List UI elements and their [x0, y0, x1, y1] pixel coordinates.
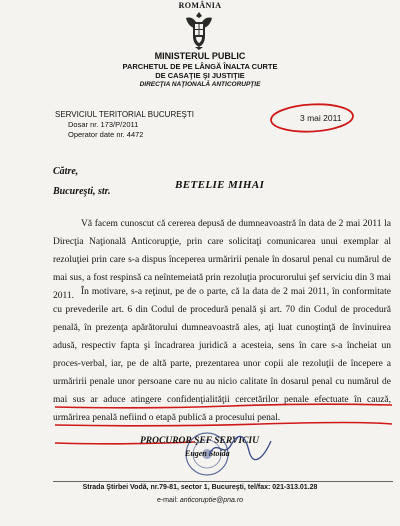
- parchet-line-1: PARCHETUL DE PE LÂNGĂ ÎNALTA CURTE: [122, 62, 278, 71]
- email-link[interactable]: anticoruptie@pna.ro: [179, 497, 244, 504]
- recipient-salutation: Către,: [53, 166, 79, 177]
- recipient-city: Bucureşti, str.: [53, 186, 111, 197]
- coat-of-arms-icon: [183, 10, 215, 50]
- ministry-title: MINISTERUL PUBLIC: [154, 51, 246, 61]
- country-name: ROMÂNIA: [178, 1, 222, 10]
- parchet-line-2: DE CASAŢIE ŞI JUSTIŢIE: [155, 71, 245, 80]
- paragraph-1-text: Vă facem cunoscut că cererea depusă de dumneavoastră în data de 2 mai 2011 la Direcţia Naţională Anticorupţie, prin care solicitaţi comunicarea unui exemplar al rezoluţiei prin care s-a dispus începerea urmăririi penale în dosarul penal cu numărul de mai sus, a fost respinsă ca neîntemeiată prin rezoluţia procurorului şef serviciu din 3 mai 2011.: [53, 219, 391, 301]
- body-paragraph-2: [53, 283, 391, 427]
- footer-divider: [53, 481, 393, 482]
- parchet-title: [0, 62, 400, 80]
- email-label: e-mail:: [156, 497, 178, 504]
- dossier-number: Dosar nr. 173/P/2011: [68, 120, 139, 129]
- handwritten-signature: [205, 433, 275, 463]
- directorate-title: DIRECŢIA NAŢIONALĂ ANTICORUPŢIE: [139, 81, 261, 88]
- signatory-name: Eugen Stoida: [185, 449, 230, 458]
- recipient-name: BETELIE MIHAI: [175, 179, 265, 191]
- paragraph-2-text: În motivare, s-a reţinut, pe de o parte, că la data de 2 mai 2011, în conformitate cu prevederile art. 6 din Codul de procedură penală şi art. 70 din Codul de procedură penală, în prezenţa apărătorului dumneavoastră ales, aţi luat cunoştinţă de învinuirea adusă, respectiv fapta şi încadrarea juridică a acesteia, sens în care s-a încheiat un proces-verbal, iar, pe de altă parte, prezentarea unor copii ale rezoluţii de începere a urmăririi penale unor persoane care nu au nicio calitate în dosarul penal cu numărul de mai sus ar aduce atingere confidenţialităţii cercetărilor penale efectuate în cauză, urmărirea penală nefiind o etapă publică a procesului penal.: [53, 287, 391, 423]
- signatory-title: PROCUROR ŞEF SERVICIU: [140, 436, 259, 446]
- service-name: SERVICIUL TERITORIAL BUCUREŞTI: [55, 110, 194, 119]
- footer-address: Strada Ştirbei Vodă, nr.79-81, sector 1, Bucureşti, tel/fax: 021-313.01.28: [82, 484, 318, 491]
- letter-date: 3 mai 2011: [300, 113, 342, 123]
- footer-email-line: [0, 497, 400, 504]
- operator-number: Operator date nr. 4472: [68, 130, 144, 139]
